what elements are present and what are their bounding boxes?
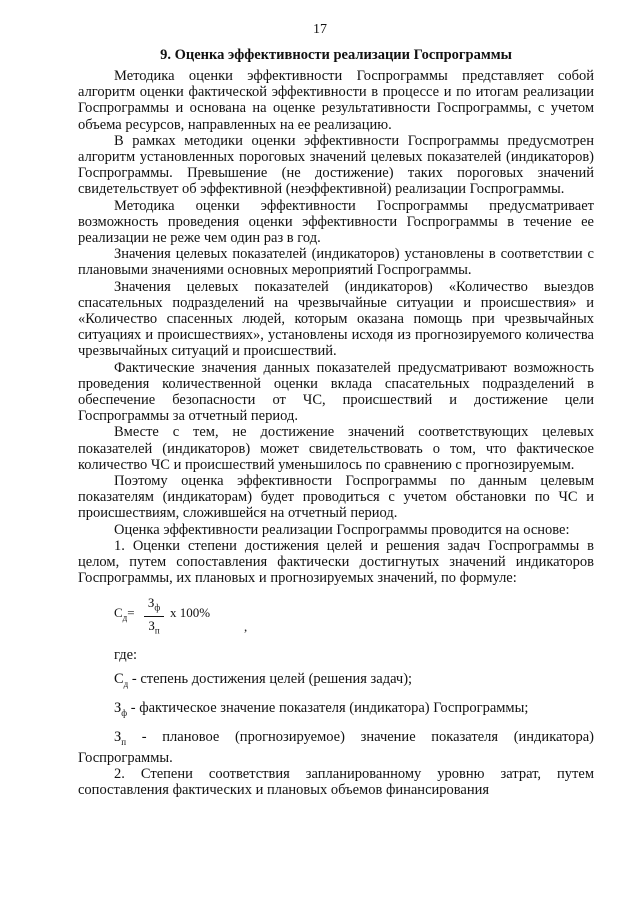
formula-numerator: $З_ф$ [144, 595, 164, 618]
formula-fraction [144, 595, 164, 640]
paragraph-10: 1. Оценки степени достижения целей и решения задач Госпрограммы в целом, путем сопоставления фактически достигнутых значений индикаторов Госпрограммы, их плановых и прогнозируемых значений, по формуле: [78, 537, 594, 587]
formula [114, 593, 594, 639]
paragraph-4: Значения целевых показателей (индикаторов) установлены в соответствии с плановыми значениями основных мероприятий Госпрограммы. [78, 246, 594, 279]
page-number: 17 [313, 22, 327, 37]
formula-lhs: $С_д=$ [114, 604, 135, 623]
paragraph-1: Методика оценки эффективности Госпрограммы представляет собой алгоритм оценки фактической эффективности в процессе и по итогам реализации Госпрограммы и основана на оценке результативности Госпрограммы, с учетом объема ресурсов, направленных на ее реализацию. [78, 68, 594, 133]
formula-denominator: $З_п$ [148, 618, 160, 636]
paragraph-7: Вместе с тем, не достижение значений соответствующих целевых показателей (индикаторов) может свидетельствовать о том, что фактическое количество ЧС и происшествий уменьшилось по сравнению с прогнозируемым. [78, 424, 594, 473]
paragraph-3: Методика оценки эффективности Госпрограммы предусматривает возможность проведения оценки эффективности Госпрограммы в течение ее реализации не реже чем один раз в год. [78, 197, 594, 247]
section-heading: 9. Оценка эффективности реализации Госпрограммы [160, 47, 512, 63]
definition-zf: $З_ф$ - фактическое значение показателя (индикатора) Госпрограммы; [114, 699, 529, 718]
definition-zp: $З_п$ - плановое (прогнозируемое) значение показателя (индикатора) Госпрограммы. [78, 728, 594, 766]
definition-cd: $С_д$ - степень достижения целей (решения задач); [114, 670, 413, 689]
where-label: где: [114, 646, 138, 663]
document-body [78, 68, 594, 799]
paragraph-2: В рамках методики оценки эффективности Госпрограммы предусмотрен алгоритм установленных пороговых значений целевых показателей (индикаторов) Госпрограммы. Превышение (не достижение) таких пороговых значений свидетельствует об эффективной (неэффективной) реализации Госпрограммы. [78, 132, 594, 198]
formula-comma: , [244, 618, 248, 634]
paragraph-9: Оценка эффективности реализации Госпрограммы проводится на основе: [114, 521, 570, 538]
formula-multiplier: х 100% [170, 604, 211, 620]
paragraph-6: Фактические значения данных показателей предусматривают возможность проведения количественной оценки вклада спасательных подразделений в обеспечение безопасности от ЧС, происшествий и достижение цели Госпрограммы за отчетный период. [78, 359, 594, 425]
paragraph-5: Значения целевых показателей (индикаторов) «Количество выездов спасательных подразделений на чрезвычайные ситуации и происшествия» и «Количество спасенных людей, которым оказана помощь при чрезвычайных ситуациях и происшествиях», установлены исходя из прогнозируемого количества чрезвычайных ситуаций и происшествий. [78, 278, 594, 360]
paragraph-11: 2. Степени соответствия запланированному уровню затрат, путем сопоставления фактических и плановых объемов финансирования [78, 766, 594, 799]
paragraph-8: Поэтому оценка эффективности Госпрограммы по данным целевым показателям (индикаторам) будет проводиться с учетом обстановки по ЧС и происшествиям, сложившейся на отчетный период. [78, 473, 594, 522]
